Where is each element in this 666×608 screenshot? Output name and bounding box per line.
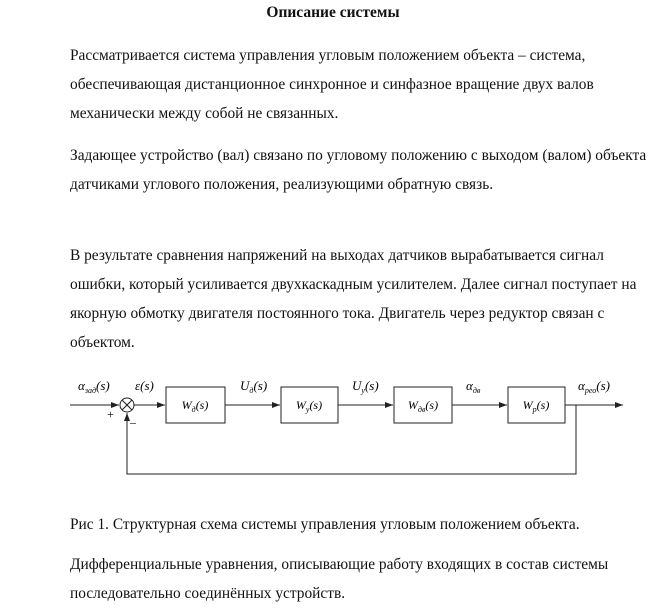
svg-text:Wр(s): $W_р(s)$ bbox=[522, 398, 550, 414]
summing-junction bbox=[120, 398, 134, 412]
paragraph-error-signal: В результате сравнения напряжений на выходах датчиков вырабатывается сигнал ошибки, который усиливается двухкаскадным усилителем. Далее сигнал поступает на якорную обмотку двигателя постоянного тока. Двигатель через редуктор связан с объектом. bbox=[70, 247, 637, 351]
label-signal-adv: $\alpha_{дв}$ bbox=[466, 378, 481, 395]
figure-caption: Рис 1. Структурная схема системы управления угловым положением объекта. bbox=[70, 516, 580, 533]
plus-sign: + bbox=[107, 407, 114, 421]
paragraph-equations: Дифференциальные уравнения, описывающие работу входящих в состав системы последовательно соединённых устройств. bbox=[70, 556, 609, 602]
paragraph-feedback: Задающее устройство (вал) связано по угловому положению с выходом (валом) объекта датчиками углового положения, реализующими обратную связь. bbox=[70, 147, 647, 193]
block-gearbox bbox=[508, 387, 565, 423]
minus-sign: – bbox=[130, 415, 136, 429]
label-output-signal: $\alpha_{рео}(s)$ bbox=[578, 378, 610, 395]
block-motor bbox=[394, 387, 452, 423]
block-diagram bbox=[0, 360, 666, 495]
svg-text:Wдв(s): $W_{дв}(s)$ bbox=[407, 398, 439, 414]
label-input-signal: $\alpha_{зад}(s)$ bbox=[78, 378, 110, 395]
paragraph-system-description: Рассматривается система управления угловым положением объекта – система, обеспечивающая дистанционное синхронное и синфазное вращение двух валов механически между собой не связанных. bbox=[70, 47, 594, 122]
label-signal-uy: $U_у(s)$ bbox=[352, 378, 379, 395]
svg-text:Wу(s): $W_у(s)$ bbox=[295, 398, 323, 414]
page-title: Описание системы bbox=[266, 4, 400, 21]
svg-text:Wд(s): $W_д(s)$ bbox=[181, 398, 209, 414]
label-signal-ud: $U_д(s)$ bbox=[240, 378, 268, 395]
label-error-signal: ε(s) bbox=[135, 378, 154, 393]
block-sensor bbox=[166, 387, 225, 423]
block-amplifier bbox=[281, 387, 338, 423]
